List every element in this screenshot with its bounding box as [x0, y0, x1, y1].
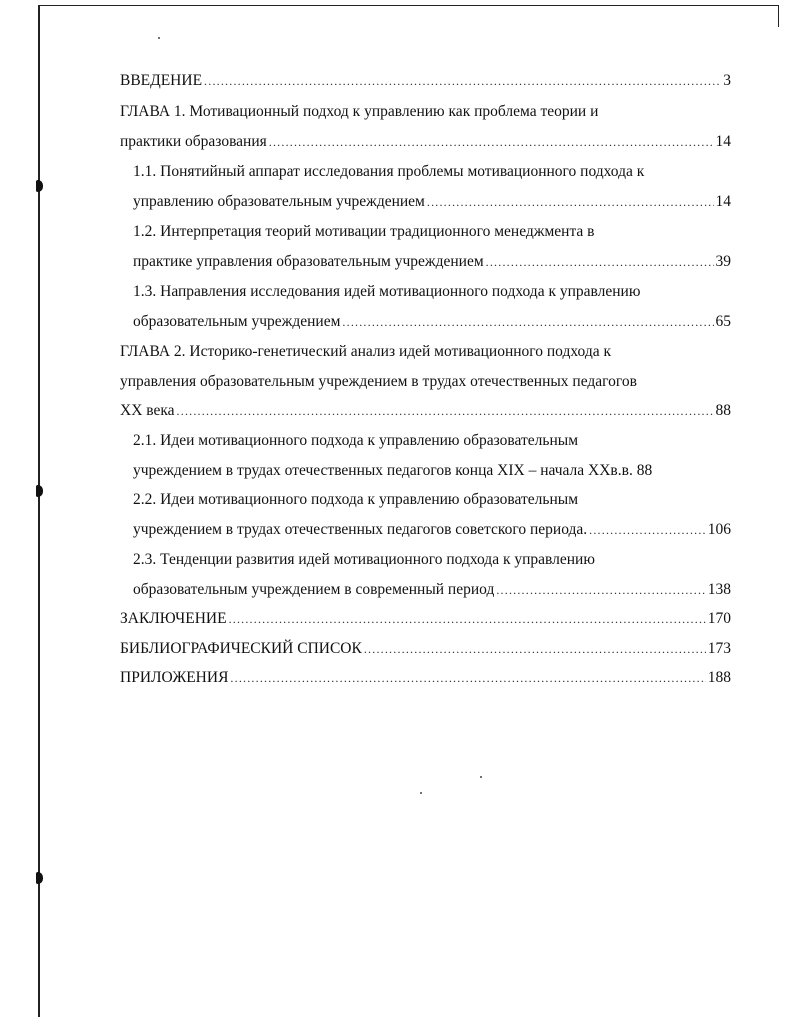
toc-chapter2-title-line2[interactable]: управления образовательным учреждением в трудах отечественных педагогов: [120, 373, 637, 390]
toc-section-1-1-line1[interactable]: 1.1. Понятийный аппарат исследования проблемы мотивационного подхода к: [133, 163, 645, 180]
toc-page-number: 3: [723, 72, 731, 89]
toc-page-number: 14: [715, 133, 731, 150]
toc-entry-appendix[interactable]: [120, 666, 731, 690]
toc-section-1-3-line1[interactable]: 1.3. Направления исследования идей мотивационного подхода к управлению: [133, 283, 641, 300]
scan-speck: [158, 37, 160, 39]
toc-entry-title: XX века: [120, 402, 175, 419]
scan-border-top: [38, 5, 778, 6]
toc-entry-title: БИБЛИОГРАФИЧЕСКИЙ СПИСОК: [120, 640, 362, 657]
dot-leader: [496, 578, 705, 602]
dot-leader: [427, 190, 714, 214]
toc-entry-section-2-2[interactable]: [133, 518, 731, 542]
toc-entry-conclusion[interactable]: [120, 607, 731, 631]
toc-section-2-2-line1[interactable]: 2.2. Идеи мотивационного подхода к управлению образовательным: [133, 491, 579, 508]
toc-entry-section-1-1[interactable]: [133, 190, 731, 214]
toc-entry-section-1-3[interactable]: [133, 310, 731, 334]
toc-chapter2-title-line1[interactable]: ГЛАВА 2. Историко-генетический анализ идей мотивационного подхода к: [120, 343, 611, 360]
dot-leader: [486, 250, 714, 274]
toc-section-2-1-line2[interactable]: учреждением в трудах отечественных педагогов конца XIX – начала XXв.в. 88: [133, 462, 653, 479]
toc-entry-title: ПРИЛОЖЕНИЯ: [120, 669, 229, 686]
toc-page-number: 138: [707, 581, 731, 598]
toc-entry-title: практики образования: [120, 133, 267, 150]
toc-entry-chapter1[interactable]: [120, 130, 731, 154]
toc-page-number: 39: [715, 253, 731, 270]
toc-entry-title: образовательным учреждением в современный период: [133, 581, 495, 598]
scan-speck: [420, 792, 422, 794]
punch-hole-mark: [36, 872, 43, 884]
toc-entry-bibliography[interactable]: [120, 637, 731, 661]
toc-entry-section-1-2[interactable]: [133, 250, 731, 274]
dot-leader: [364, 637, 706, 661]
dot-leader: [230, 666, 705, 690]
toc-entry-intro[interactable]: [120, 69, 731, 93]
toc-page-number: 65: [715, 313, 731, 330]
toc-page-number: 106: [707, 521, 731, 538]
dot-leader: [269, 130, 714, 154]
dot-leader: [229, 607, 706, 631]
toc-entry-title: практике управления образовательным учреждением: [133, 253, 484, 270]
dot-leader: [342, 310, 713, 334]
scan-border-left: [38, 5, 40, 1017]
scan-speck: [480, 776, 482, 778]
toc-section-2-1-line1[interactable]: 2.1. Идеи мотивационного подхода к управлению образовательным: [133, 432, 579, 449]
toc-entry-title: управлению образовательным учреждением: [133, 193, 425, 210]
dot-leader: [177, 399, 714, 423]
toc-page-number: 173: [707, 640, 731, 657]
toc-section-1-2-line1[interactable]: 1.2. Интерпретация теорий мотивации традиционного менеджмента в: [133, 223, 595, 240]
toc-entry-title: учреждением в трудах отечественных педагогов советского периода.: [133, 521, 588, 538]
dot-leader: [204, 69, 721, 93]
toc-page-number: 188: [707, 669, 731, 686]
toc-chapter1-title-line1[interactable]: ГЛАВА 1. Мотивационный подход к управлению как проблема теории и: [120, 103, 599, 120]
scan-border-right: [778, 5, 779, 27]
punch-hole-mark: [36, 180, 43, 192]
toc-section-2-3-line1[interactable]: 2.3. Тенденции развития идей мотивационного подхода к управлению: [133, 551, 595, 568]
toc-page-number: 170: [707, 610, 731, 627]
toc-page-number: 88: [715, 402, 731, 419]
dot-leader: [589, 518, 706, 542]
toc-entry-title: ЗАКЛЮЧЕНИЕ: [120, 610, 227, 627]
toc-entry-title: ВВЕДЕНИЕ: [120, 72, 203, 89]
toc-entry-chapter2[interactable]: [120, 399, 731, 423]
toc-page-number: 14: [715, 193, 731, 210]
punch-hole-mark: [36, 485, 43, 497]
toc-entry-title: образовательным учреждением: [133, 313, 341, 330]
toc-entry-section-2-3[interactable]: [133, 578, 731, 602]
